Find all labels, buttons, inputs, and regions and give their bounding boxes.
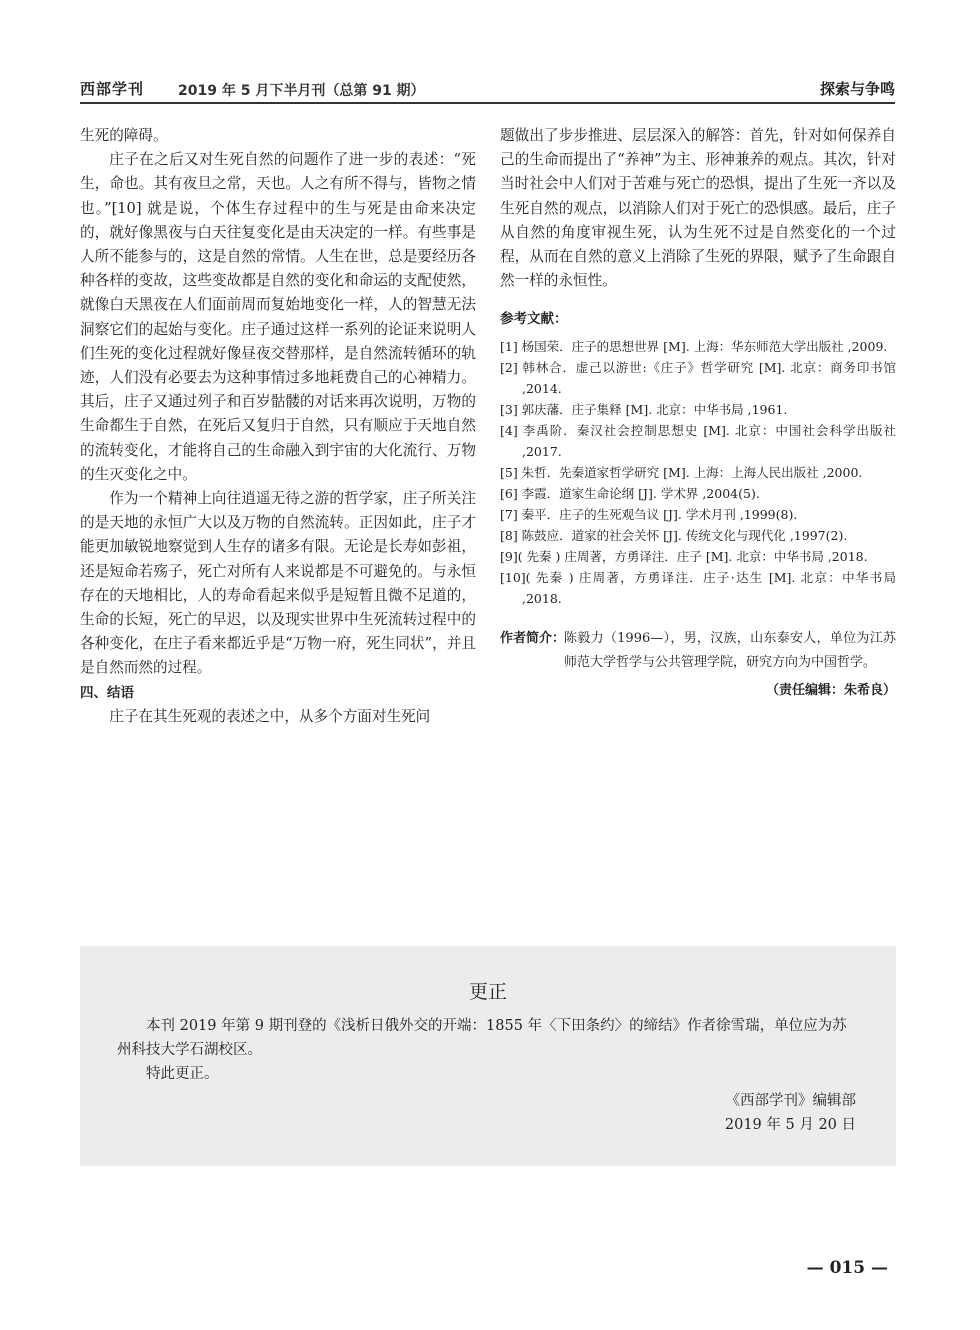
correction-body bbox=[117, 1014, 857, 1086]
reference-item: [4] 李禹阶．秦汉社会控制思想史 [M]. 北京：中国社会科学出版社 ,2017. bbox=[500, 422, 896, 459]
paragraph: 庄子在其生死观的表述之中，从多个方面对生死问 bbox=[109, 707, 431, 725]
references-title: 参考文献： bbox=[500, 311, 568, 328]
reference-item: [5] 朱哲．先秦道家哲学研究 [M]. 上海：上海人民出版社 ,2000. bbox=[500, 464, 863, 480]
correction-text: 本刊 2019 年第 9 期刊登的《浅析日俄外交的开端：1855 年〈下田条约〉的缔结》作者徐雪瑞，单位应为苏州科技大学石湖校区。 bbox=[117, 1018, 847, 1058]
correction-signature: 《西部学刊》编辑部 bbox=[725, 1093, 856, 1109]
section-title: 探索与争鸣 bbox=[819, 80, 895, 98]
page-number: — 015 — bbox=[806, 1258, 888, 1278]
author-label: 作者简介： bbox=[500, 630, 566, 646]
author-text: 陈毅力（1996—），男，汉族，山东泰安人，单位为江苏师范大学哲学与公共管理学院，研究方向为中国哲学。 bbox=[564, 630, 896, 670]
reference-item: [10]( 先秦 ) 庄周著，方勇译注．庄子·达生 [M]. 北京：中华书局 ,2018. bbox=[500, 569, 896, 606]
reference-item: [6] 李霞．道家生命论纲 [J]. 学术界 ,2004(5). bbox=[500, 485, 760, 501]
reference-item: [9]( 先秦 ) 庄周著，方勇译注．庄子 [M]. 北京：中华书局 ,2018. bbox=[500, 548, 868, 564]
correction-closing: 特此更正。 bbox=[146, 1066, 219, 1082]
paragraph: 庄子在之后又对生死自然的问题作了进一步的表述：“死生，命也。其有夜旦之常，天也。人之有所不得与，皆物之情也。”[10] 就是说，个体生存过程中的生与死是由命来决定的，就好像黑夜与白天往复变化是由天决定的一样。有些事是人所不能参与的，这是自然的常情。人生在世，总是要经历各种各样的变故，这些变故都是自然的变化和命运的支配使然，就像白天黑夜在人们面前周而复始地变化一样，人的智慧无法洞察它们的起始与变化。庄子通过这样一系列的论证来说明人们生死的变化过程就好像昼夜交替那样，是自然流转循环的轨迹，人们没有必要去为这种事情过多地耗费自己的心神精力。其后，庄子又通过列子和百岁骷髅的对话来再次说明，万物的生命都生于自然，在死后又复归于自然，只有顺应于天地自然的流转变化，才能将自己的生命融入到宇宙的大化流行、万物的生灭变化之中。 bbox=[80, 151, 476, 483]
reference-item: [3] 郭庆藩．庄子集释 [M]. 北京：中华书局 ,1961. bbox=[500, 401, 788, 417]
issue-info: 2019 年 5 月下半月刊（总第 91 期） bbox=[178, 83, 425, 99]
reference-item: [1] 杨国荣．庄子的思想世界 [M]. 上海：华东师范大学出版社 ,2009. bbox=[500, 338, 888, 354]
author-bio bbox=[500, 627, 896, 675]
right-column bbox=[500, 124, 896, 703]
page-header bbox=[80, 75, 895, 103]
correction-title: 更正 bbox=[468, 981, 507, 1003]
section-heading: 四、结语 bbox=[80, 684, 134, 701]
header-rule bbox=[80, 102, 895, 104]
reference-item: [8] 陈鼓应．道家的社会关怀 [J]. 传统文化与现代化 ,1997(2). bbox=[500, 527, 848, 543]
reference-item: [2] 韩林合．虚己以游世:《庄子》哲学研究 [M]. 北京：商务印书馆 ,2014. bbox=[500, 359, 896, 396]
reference-item: [7] 秦平．庄子的生死观刍议 [J]. 学术月刊 ,1999(8). bbox=[500, 506, 798, 522]
responsible-editor: （责任编辑：朱希良） bbox=[765, 682, 896, 698]
paragraph: 题做出了步步推进、层层深入的解答：首先，针对如何保养自己的生命而提出了“养神”为主、形神兼养的观点。其次，针对当时社会中人们对于苦难与死亡的恐惧，提出了生死一齐以及生死自然的观点，以消除人们对于死亡的恐惧感。最后，庄子从自然的角度审视生死，认为生死不过是自然变化的一个过程，从而在自然的意义上消除了生死的界限，赋予了生命跟自然一样的永恒性。 bbox=[500, 127, 896, 290]
correction-date: 2019 年 5 月 20 日 bbox=[724, 1117, 856, 1133]
correction-notice bbox=[80, 946, 896, 1166]
paragraph: 生死的障碍。 bbox=[80, 127, 168, 144]
reference-list bbox=[500, 336, 896, 609]
journal-name: 西部学刊 bbox=[80, 80, 145, 98]
left-column bbox=[80, 124, 476, 729]
paragraph: 作为一个精神上向往逍遥无待之游的哲学家，庄子所关注的是天地的永恒广大以及万物的自然流转。正因如此，庄子才能更加敏锐地察觉到人生存的诸多有限。无论是长寿如彭祖，还是短命若殇子，死亡对所有人来说都是不可避免的。与永恒存在的天地相比，人的寿命看起来似乎是短暂且微不足道的，生命的长短，死亡的早迟，以及现实世界中生死流转过程中的各种变化，在庄子看来都近乎是“万物一府，死生同状”，并且是自然而然的过程。 bbox=[80, 490, 476, 677]
